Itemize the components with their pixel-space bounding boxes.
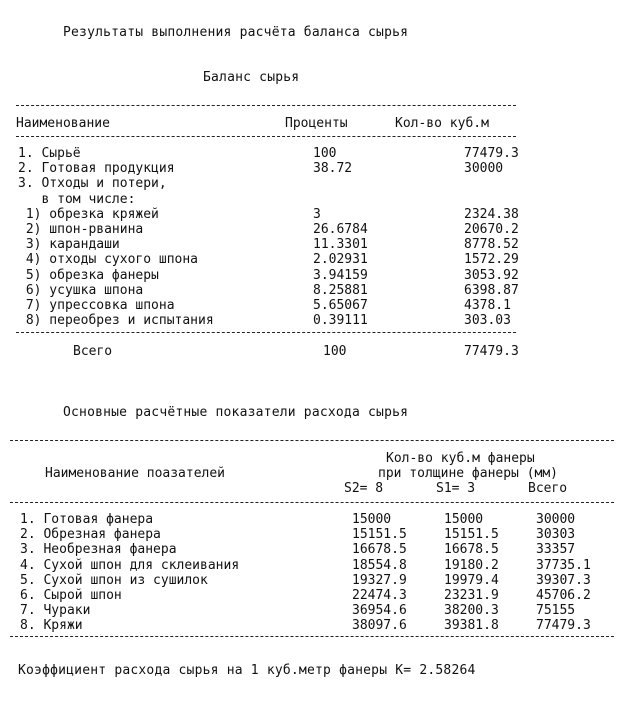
- balance-row-percent: 5.65067: [313, 298, 368, 313]
- balance-row-label: 5) обрезка фанеры: [18, 267, 159, 283]
- balance-row-label: 6) усушка шпона: [18, 282, 144, 298]
- balance-total-volume: 77479.3: [464, 344, 519, 359]
- indicators-row-s2: 16678.5: [352, 542, 407, 558]
- balance-row-volume: 3053.92: [464, 267, 519, 283]
- indicators-col-group-line1: Кол-во куб.м фанеры: [386, 451, 535, 466]
- indicators-row-s1: 23231.9: [444, 588, 499, 603]
- balance-col-percent: Проценты: [285, 116, 348, 131]
- balance-row-volume: 1572.29: [464, 252, 519, 268]
- indicators-row-total: 45706.2: [536, 588, 591, 603]
- balance-row-label: 3) карандаши: [18, 237, 120, 253]
- indicators-row-s1: 16678.5: [444, 542, 499, 558]
- indicators-row-s1: 19180.2: [444, 557, 499, 573]
- balance-row-percent: 38.72: [313, 161, 353, 177]
- balance-total-label: Всего: [73, 344, 113, 359]
- indicators-row-total: 75155: [536, 603, 576, 619]
- balance-row-label: в том числе:: [18, 191, 136, 207]
- balance-heading: Баланс сырья: [203, 70, 300, 85]
- indicators-row-s2: 36954.6: [352, 603, 407, 619]
- indicators-row-s2: 38097.6: [352, 618, 407, 634]
- indicators-col-name: Наименование поазателей: [45, 466, 226, 481]
- indicators-row-total: 30000: [536, 512, 576, 527]
- balance-row-label: 1. Сырьё: [18, 146, 81, 161]
- balance-row-volume: 2324.38: [464, 206, 519, 222]
- balance-row-label: 4) отходы сухого шпона: [18, 252, 199, 268]
- indicators-col-group-line2: при толщине фанеры (мм): [378, 466, 559, 481]
- indicators-col-total: Всего: [528, 481, 568, 496]
- balance-row-percent: 2.02931: [313, 252, 368, 268]
- balance-row-label: 7) упрессовка шпона: [18, 298, 175, 313]
- indicators-row-label: 6. Сырой шпон: [20, 588, 122, 603]
- indicators-row-s1: 38200.3: [444, 603, 499, 619]
- balance-row-percent: 8.25881: [313, 282, 368, 298]
- balance-row-volume: 8778.52: [464, 237, 519, 253]
- indicators-row-s2: 15000: [352, 512, 392, 527]
- indicators-row-total: 33357: [536, 542, 576, 558]
- balance-row-volume: 4378.1: [464, 298, 511, 313]
- divider: [10, 636, 614, 637]
- divider: [16, 105, 516, 106]
- indicators-row-s1: 39381.8: [444, 618, 499, 634]
- indicators-row-label: 7. Чураки: [20, 603, 91, 619]
- balance-row-volume: 77479.3: [464, 146, 519, 161]
- indicators-heading: Основные расчётные показатели расхода сырья: [63, 405, 409, 420]
- indicators-row-label: 4. Сухой шпон для склеивания: [20, 557, 240, 573]
- indicators-col-s1: S1= 3: [436, 481, 476, 496]
- balance-row-label: 2. Готовая продукция: [18, 161, 175, 177]
- balance-row-volume: 6398.87: [464, 282, 519, 298]
- indicators-col-s2: S2= 8: [344, 481, 384, 496]
- balance-row-label: 1) обрезка кряжей: [18, 206, 159, 222]
- divider: [16, 136, 516, 137]
- balance-row-percent: 100: [313, 146, 337, 161]
- balance-row-volume: 20670.2: [464, 222, 519, 237]
- balance-row-percent: 3: [313, 206, 321, 222]
- indicators-row-label: 5. Сухой шпон из сушилок: [20, 572, 208, 588]
- indicators-row-label: 3. Необрезная фанера: [20, 542, 177, 558]
- balance-row-label: 3. Отходы и потери,: [18, 176, 167, 192]
- balance-row-volume: 303.03: [464, 313, 511, 329]
- balance-row-percent: 3.94159: [313, 267, 368, 283]
- divider: [16, 332, 516, 333]
- balance-row-volume: 30000: [464, 161, 504, 177]
- indicators-row-total: 30303: [536, 527, 576, 543]
- divider: [10, 440, 614, 441]
- indicators-row-s1: 15000: [444, 512, 484, 527]
- indicators-row-s2: 18554.8: [352, 557, 407, 573]
- indicators-row-total: 39307.3: [536, 572, 591, 588]
- indicators-row-label: 1. Готовая фанера: [20, 512, 154, 527]
- indicators-row-label: 8. Кряжи: [20, 618, 83, 634]
- page-title: Результаты выполнения расчёта баланса сырья: [63, 25, 409, 40]
- balance-col-name: Наименование: [16, 116, 110, 131]
- balance-row-label: 2) шпон-рванина: [18, 222, 144, 237]
- balance-col-volume: Кол-во куб.м: [395, 116, 489, 131]
- indicators-row-s2: 22474.3: [352, 588, 407, 603]
- indicators-row-s1: 19979.4: [444, 572, 499, 588]
- balance-row-percent: 26.6784: [313, 222, 368, 237]
- balance-row-percent: 11.3301: [313, 237, 368, 253]
- balance-row-percent: 0.39111: [313, 313, 368, 329]
- coefficient-text: Коэффициент расхода сырья на 1 куб.метр фанеры K= 2.58264: [18, 663, 476, 678]
- balance-row-label: 8) переобрез и испытания: [18, 313, 214, 329]
- divider: [10, 502, 614, 503]
- indicators-row-total: 77479.3: [536, 618, 591, 634]
- indicators-row-label: 2. Обрезная фанера: [20, 527, 161, 543]
- indicators-row-s2: 15151.5: [352, 527, 407, 543]
- indicators-row-total: 37735.1: [536, 557, 591, 573]
- indicators-row-s1: 15151.5: [444, 527, 499, 543]
- balance-total-percent: 100: [323, 344, 347, 359]
- indicators-row-s2: 19327.9: [352, 572, 407, 588]
